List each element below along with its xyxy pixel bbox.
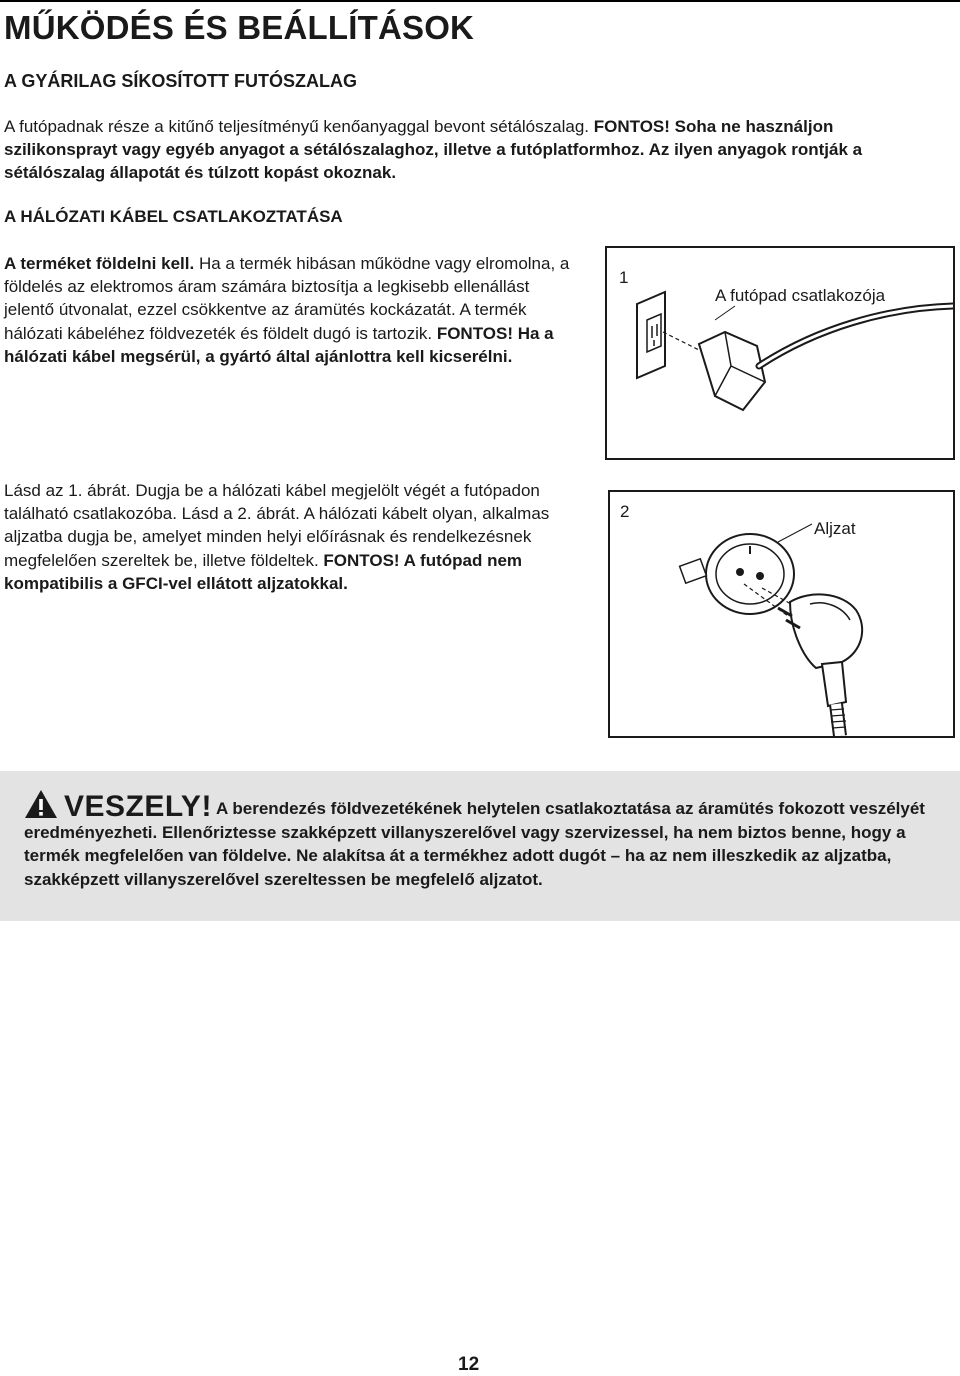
page-number: 12 xyxy=(458,1354,480,1375)
figure-2 xyxy=(608,490,955,738)
grounding-important: FONTOS! Ha a hálózati kábel megsérül, a gyártó által ajánlottra kell kicserélni. xyxy=(4,323,554,366)
section-body-treadmill-belt xyxy=(4,115,944,185)
grounding-text: Ha a termék hibásan működne vagy elromolna, a földelés az elektromos áram számára biztosítja a legkisebb ellenállást jelentő útvonalat, ezzel csökkentve az áramütés kockázatát. A termék hálózati kábeléhez földvezeték és földelt dugó is tartozik. xyxy=(4,254,570,343)
gfci-important: FONTOS! A futópad nem kompatibilis a GFCI-vel ellátott aljzatokkal. xyxy=(4,550,523,593)
danger-word: VESZELY! xyxy=(64,790,212,823)
belt-text-plain: A futópadnak része a kitűnő teljesítményű kenőanyaggal bevont sétálószalag. xyxy=(4,117,594,136)
figure-2-number: 2 xyxy=(620,502,630,521)
section-heading-power-cord: A HÁLÓZATI KÁBEL CSATLAKOZTATÁSA xyxy=(4,207,343,226)
power-cord-paragraph-1 xyxy=(4,252,572,368)
treadmill-receptacle-illustration xyxy=(607,248,953,458)
belt-text-important: FONTOS! Soha ne használjon szilikonsprayt vagy egyéb anyagot a sétálószalaghoz, illetve a futóplatformhoz. Az ilyen anyagok rontják a sétálószalag állapotát és túlzott kopást okoznak. xyxy=(4,117,863,183)
section-heading-treadmill-belt: A GYÁRILAG SÍKOSÍTOTT FUTÓSZALAG xyxy=(4,71,357,91)
danger-warning-box xyxy=(0,771,960,921)
figure-1 xyxy=(605,246,955,460)
grounded-outlet-illustration xyxy=(610,492,953,736)
danger-message: A berendezés földvezetékének helytelen csatlakoztatása az áramütés fokozott veszélyét eredményezheti. Ellenőriztesse szakképzett villanyszerelővel vagy szervizessel, ha nem biztos benne, hogy a termék megfelelően van földelve. Ne alakítsa át a termékhez adott dugót – ha az nem illeszkedik az aljzatba, szakképzett villanyszerelővel szereltessen be megfelelő aljzatot. xyxy=(24,799,925,889)
figure-2-label: Aljzat xyxy=(814,519,856,538)
grounding-lead: A terméket földelni kell. xyxy=(4,254,195,273)
power-cord-paragraph-2 xyxy=(4,479,564,595)
figure-1-label: A futópad csatlakozója xyxy=(715,286,886,305)
page-title: MŰKÖDÉS ÉS BEÁLLÍTÁSOK xyxy=(4,9,475,46)
warning-triangle-icon xyxy=(24,789,58,819)
connect-text: Lásd az 1. ábrát. Dugja be a hálózati kábel megjelölt végét a futópadon található csatlakozóba. Lásd a 2. ábrát. A hálózati kábelt olyan, alkalmas aljzatba dugja be, amelyet minden helyi előírásnak és rendelkezésnek megfelelően szereltek be, illetve földeltek. xyxy=(4,481,550,570)
figure-1-number: 1 xyxy=(619,268,629,287)
page-title-bar xyxy=(0,0,960,48)
danger-warning-text xyxy=(24,789,944,891)
